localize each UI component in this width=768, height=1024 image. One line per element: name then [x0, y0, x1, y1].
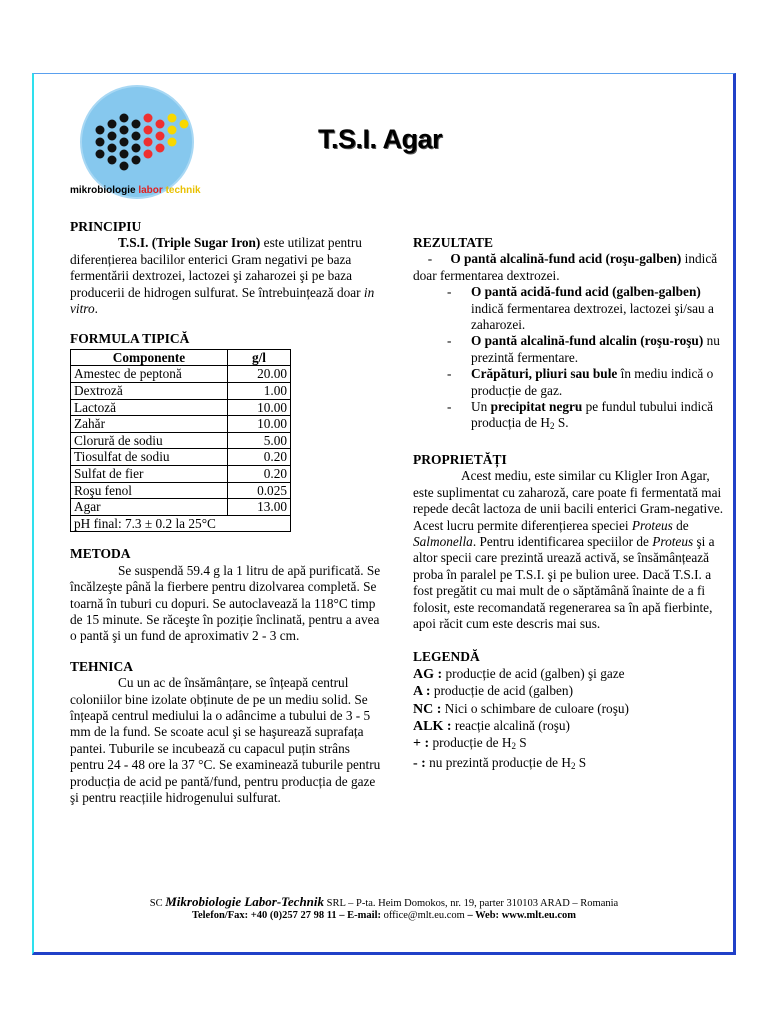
legend-text: producție de H [429, 735, 512, 751]
principiu-italic: in vitro [70, 284, 375, 317]
item-rest: în mediu indică o producție de gaz. [471, 366, 714, 398]
legend-key: NC : [413, 701, 442, 717]
proprietati-text [413, 468, 725, 632]
item-bold: O pantă acidă-fund acid (galben-galben) [471, 284, 701, 300]
table-row [71, 366, 291, 383]
component-name: Sulfat de fier [71, 466, 228, 483]
logo-part2: labor [138, 185, 166, 196]
metoda-heading: METODA [70, 546, 131, 562]
footer-sc: SC [149, 898, 166, 909]
list-item: - O pantă acidă-fund acid (galben-galben) indică fermentarea dextrozei, lactozei şi/sau a zaharozei. [447, 284, 714, 333]
component-value: 10.00 [228, 416, 291, 433]
component-value: 0.20 [228, 449, 291, 466]
item-rest: pe fundul tubului indică producția de H [471, 399, 714, 431]
footer-email-link[interactable]: office@mlt.eu.com [381, 910, 465, 921]
table-row [71, 499, 291, 516]
proprietati-heading: PROPRIETĂȚI [413, 451, 507, 467]
table-row [71, 449, 291, 466]
legend-key: AG : [413, 666, 443, 682]
legend-text: producție de acid (galben) [430, 683, 574, 699]
tehnica-text: Cu un ac de însămânțare, se înțeapă centrul coloniilor bine izolate obținute de pe un mediu solid. Se înțeapă centrul mediului la o adâncime a tubului de 3 - 5 mm de la fund. Se scoate acul şi se haşurează suprafața pantei. Tuburile se incubează cu capacul puțin strâns pentru 24 - 48 ore la 37 °C. Se examinează tuburile pentru producția de acid pe pantă/fund, pentru producția de gaze şi pentru reacțiile hidrogenului sulfurat. [70, 675, 381, 806]
principiu-body: este utilizat pentru diferențierea bacililor enterici Gram negativi pe baza fermentării dextrozei, lactozei şi zaharozei şi pe baza producerii de hidrogen sulfurat. Se întrebuințează doar [70, 235, 364, 300]
tehnica-heading: TEHNICA [70, 658, 134, 674]
rezultate-heading: REZULTATE [413, 235, 494, 250]
component-value: 20.00 [228, 366, 291, 383]
formula-heading: FORMULA TIPICĂ [70, 331, 190, 347]
item-bold: Crăpături, pliuri sau bule [471, 366, 618, 382]
prop-t4: şi a altor specii care prezintă urează activă, se însămânțează proba în paralel pe T.S.I. şi pe bulion uree. Dacă T.S.I. a fost pregătit cu mai mult de o săptămână înainte de a fi folosit, este recomandată regenerarea sa în apă fierbinte, apoi răcit cum este descris mai sus. [413, 533, 715, 631]
legend-item [413, 683, 725, 700]
legend-text: nu prezintă producție de H [425, 754, 571, 770]
footer-brand: Mikrobiologie Labor-Technik [165, 894, 325, 909]
legend-item [413, 718, 725, 735]
footer-email-label: E-mail: [347, 910, 381, 921]
legend-text: Nici o schimbare de culoare (roşu) [441, 700, 629, 716]
table-header-row [71, 349, 291, 366]
list-item: - Un precipitat negru pe fundul tubului indică producția de $H_2$ S. [447, 399, 714, 432]
component-name: Roşu fenol [71, 482, 228, 499]
logo-wordmark [70, 185, 201, 196]
column-header-gl: g/l [228, 349, 291, 366]
component-name: Lactoză [71, 399, 228, 416]
legend-item [413, 701, 725, 718]
table-row [71, 466, 291, 483]
legend-end: S [515, 735, 527, 751]
item-bold: O pantă alcalină-fund alcalin (roşu-roşu) [471, 333, 704, 349]
footer-web-label: Web: [475, 910, 500, 921]
component-name: Dextroză [71, 383, 228, 400]
component-value: 5.00 [228, 432, 291, 449]
formula-table [70, 349, 291, 533]
footer-tel: +40 (0)257 27 98 11 – [248, 910, 348, 921]
item-sub: 2 [550, 421, 555, 432]
list-item: - O pantă alcalină-fund acid (roşu-galben) indică doar fermentarea dextrozei. [413, 251, 718, 283]
logo-part1: mikrobiologie [70, 185, 139, 196]
component-name: Agar [71, 499, 228, 516]
prop-t1: Acest mediu, este similar cu Kligler Iron Agar, este suplimentat cu zaharoză, care poate fi fermentată mai repede decât lactoza de unii bacili enterici Gram-negative. Acest lucru permite diferențierea speciei [413, 468, 724, 533]
legend-key: + : [413, 736, 430, 752]
left-column [70, 219, 382, 806]
component-name: Tiosulfat de sodiu [71, 449, 228, 466]
document-title: T.S.I. Agar [318, 124, 443, 154]
item-rest: nu prezintă fermentare. [471, 333, 720, 365]
prop-t3: . Pentru identificarea speciilor de [472, 533, 653, 549]
legend-key: A : [413, 684, 431, 700]
component-name: Clorură de sodiu [71, 432, 228, 449]
prop-i1: Proteus [631, 517, 673, 533]
column-header-components: Componente [71, 349, 228, 366]
table-row [71, 383, 291, 400]
legend-text: producție de acid (galben) şi gaze [442, 665, 625, 681]
prop-i2: Salmonella [413, 533, 473, 549]
footer-sep: – [464, 910, 476, 921]
legend-sub: 2 [511, 741, 516, 752]
legend-item [413, 666, 725, 683]
table-row [71, 482, 291, 499]
footer-web-link[interactable]: www.mlt.eu.com [499, 910, 577, 921]
principiu-text [70, 235, 382, 317]
component-value: 10.00 [228, 399, 291, 416]
list-item: - Crăpături, pliuri sau bule în mediu indică o producție de gaz. [447, 366, 714, 398]
prop-t2: de [672, 517, 689, 533]
logo-part3: technik [165, 185, 201, 196]
footer-address [0, 894, 768, 910]
legenda-list [413, 666, 725, 774]
prop-i3: Proteus [652, 533, 694, 549]
item-rest: indică fermentarea dextrozei, lactozei şi/sau a zaharozei. [471, 300, 714, 333]
component-value: 0.20 [228, 466, 291, 483]
footer-contact [0, 910, 768, 921]
table-row [71, 399, 291, 416]
footer-tel-label: Telefon/Fax: [191, 910, 249, 921]
legenda-heading: LEGENDĂ [413, 649, 480, 665]
metoda-text: Se suspendă 59.4 g la 1 litru de apă purificată. Se încălzeşte până la fierbere pentru dizolvarea completă. Se toarnă în tuburi cu dopuri. Se autoclavează la 118°C timp de 15 minute. Se răceşte în poziție înclinată, pentru a avea o pantă şi un fund de aproximativ 2 - 3 cm. [70, 562, 381, 644]
legend-sub: 2 [570, 760, 576, 771]
item-bold: precipitat negru [490, 399, 583, 415]
item-end: S. [554, 415, 569, 431]
principiu-heading: PRINCIPIU [70, 219, 142, 234]
item-bold: O pantă alcalină-fund acid (roşu-galben) [450, 251, 682, 267]
component-value: 13.00 [228, 499, 291, 516]
ph-value: pH final: 7.3 ± 0.2 la 25°C [71, 515, 291, 532]
item-rest: indică doar fermentarea dextrozei. [413, 251, 718, 283]
principiu-end: . [94, 301, 98, 317]
item-pre: Un [471, 399, 491, 415]
table-row [71, 416, 291, 433]
legend-key: ALK : [413, 718, 452, 734]
right-column [413, 235, 725, 774]
component-value: 0.025 [228, 482, 291, 499]
component-name: Zahăr [71, 416, 228, 433]
legend-item [413, 755, 725, 774]
principiu-name: T.S.I. (Triple Sugar Iron) [118, 235, 261, 251]
rezultate-list [413, 251, 725, 434]
legend-text: reacție alcalină (roşu) [451, 717, 570, 733]
footer-addr: SRL – P-ta. Heim Domokos, nr. 19, parter 310103 ARAD – Romania [324, 898, 619, 909]
legend-item [413, 735, 725, 754]
list-item: - O pantă alcalină-fund alcalin (roşu-roşu) nu prezintă fermentare. [447, 333, 720, 365]
legend-key: - : [413, 755, 426, 771]
legend-end: S [575, 754, 587, 770]
ph-row [71, 515, 291, 532]
component-value: 1.00 [228, 383, 291, 400]
component-name: Amestec de peptonă [71, 366, 228, 383]
table-row [71, 432, 291, 449]
